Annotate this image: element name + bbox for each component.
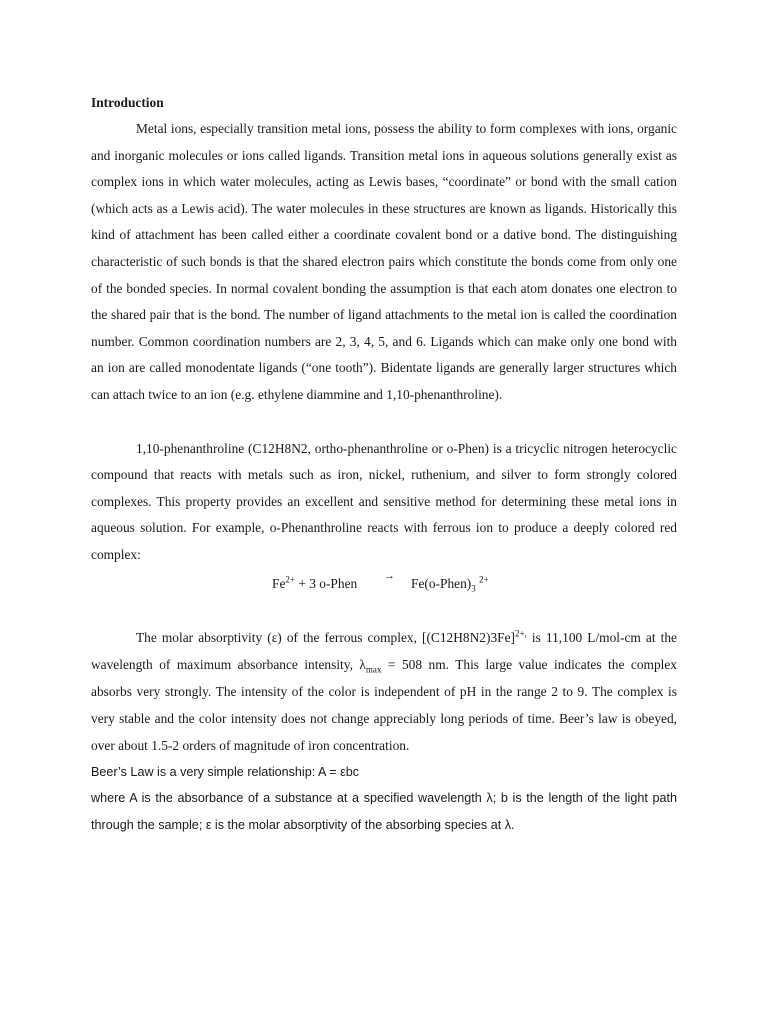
ferrous-ion-charge: 2+: [285, 574, 295, 585]
paragraph-molar-absorptivity: [91, 624, 677, 759]
equation-reactants: [272, 571, 357, 598]
equation-product: [411, 571, 489, 598]
absorptivity-text-part3: = 508 nm. This large value indicates the complex absorbs very strongly. The intensity of the color is independent of pH in the range 2 to 9. The complex is very stable and the color intensity does not change appreciably long periods of time. Beer’s law is obeyed, over about 1.5-2 orders of magnitude of iron concentration.: [91, 656, 678, 753]
ferrous-ion-symbol: Fe: [272, 575, 286, 591]
equation-reactant-ligand: + 3 o-Phen: [294, 575, 358, 591]
complex-charge: 2+: [479, 574, 489, 585]
paragraph-phenanthroline: 1,10-phenanthroline (C12H8N2, ortho-phenanthroline or o-Phen) is a tricyclic nitrogen heterocyclic compound that reacts with metals such as iron, nickel, ruthenium, and silver to form strongly colored complexes. This property provides an excellent and sensitive method for determining these metal ions in aqueous solution. For example, o-Phenanthroline reacts with ferrous ion to produce a deeply colored red complex:: [91, 440, 677, 562]
document-body: [91, 90, 677, 838]
beers-law-line: Beer’s Law is a very simple relationship: A = εbc: [91, 764, 359, 779]
lambda-max-subscript: max: [365, 664, 382, 675]
absorptivity-text-part1: The molar absorptivity (ε) of the ferrous complex, [(C12H8N2)3Fe]: [136, 629, 515, 645]
reaction-equation: [91, 571, 677, 597]
complex-subscript: 3: [471, 583, 476, 594]
reaction-arrow-icon: →: [384, 569, 395, 582]
absorptivity-text-part2: is 11,100 L/mol-cm at the wavelength of maximum absorbance intensity, λ: [91, 629, 677, 672]
complex-formula: Fe(o-Phen): [411, 575, 472, 591]
section-heading: Introduction: [91, 95, 164, 110]
complex-charge-label: 2+,: [514, 628, 527, 639]
paragraph-metal-ions: Metal ions, especially transition metal ions, possess the ability to form complexes with ions, organic and inorganic molecules or ions called ligands. Transition metal ions in aqueous solutions generally exist as complex ions in which water molecules, acting as Lewis bases, “coordinate” or bond with the small cation (which acts as a Lewis acid). The water molecules in these structures are known as ligands. Historically this kind of attachment has been called either a coordinate covalent bond or a dative bond. The distinguishing characteristic of such bonds is that the shared electron pairs which constitute the bonds come from only one of the bonded species. In normal covalent bonding the assumption is that each atom donates one electron to the shared pair that is the bond. The number of ligand attachments to the metal ion is called the coordination number. Common coordination numbers are 2, 3, 4, 5, and 6. Ligands which can make only one bond with an ion are called monodentate ligands (“one tooth”). Bidentate ligands are generally larger structures which can attach twice to an ion (e.g. ethylene diammine and 1,10-phenanthroline).: [91, 121, 677, 402]
beers-law-explanation: where A is the absorbance of a substance at a specified wavelength λ; b is the length of the light path through the sample; ε is the molar absorptivity of the absorbing species at λ.: [91, 791, 677, 832]
